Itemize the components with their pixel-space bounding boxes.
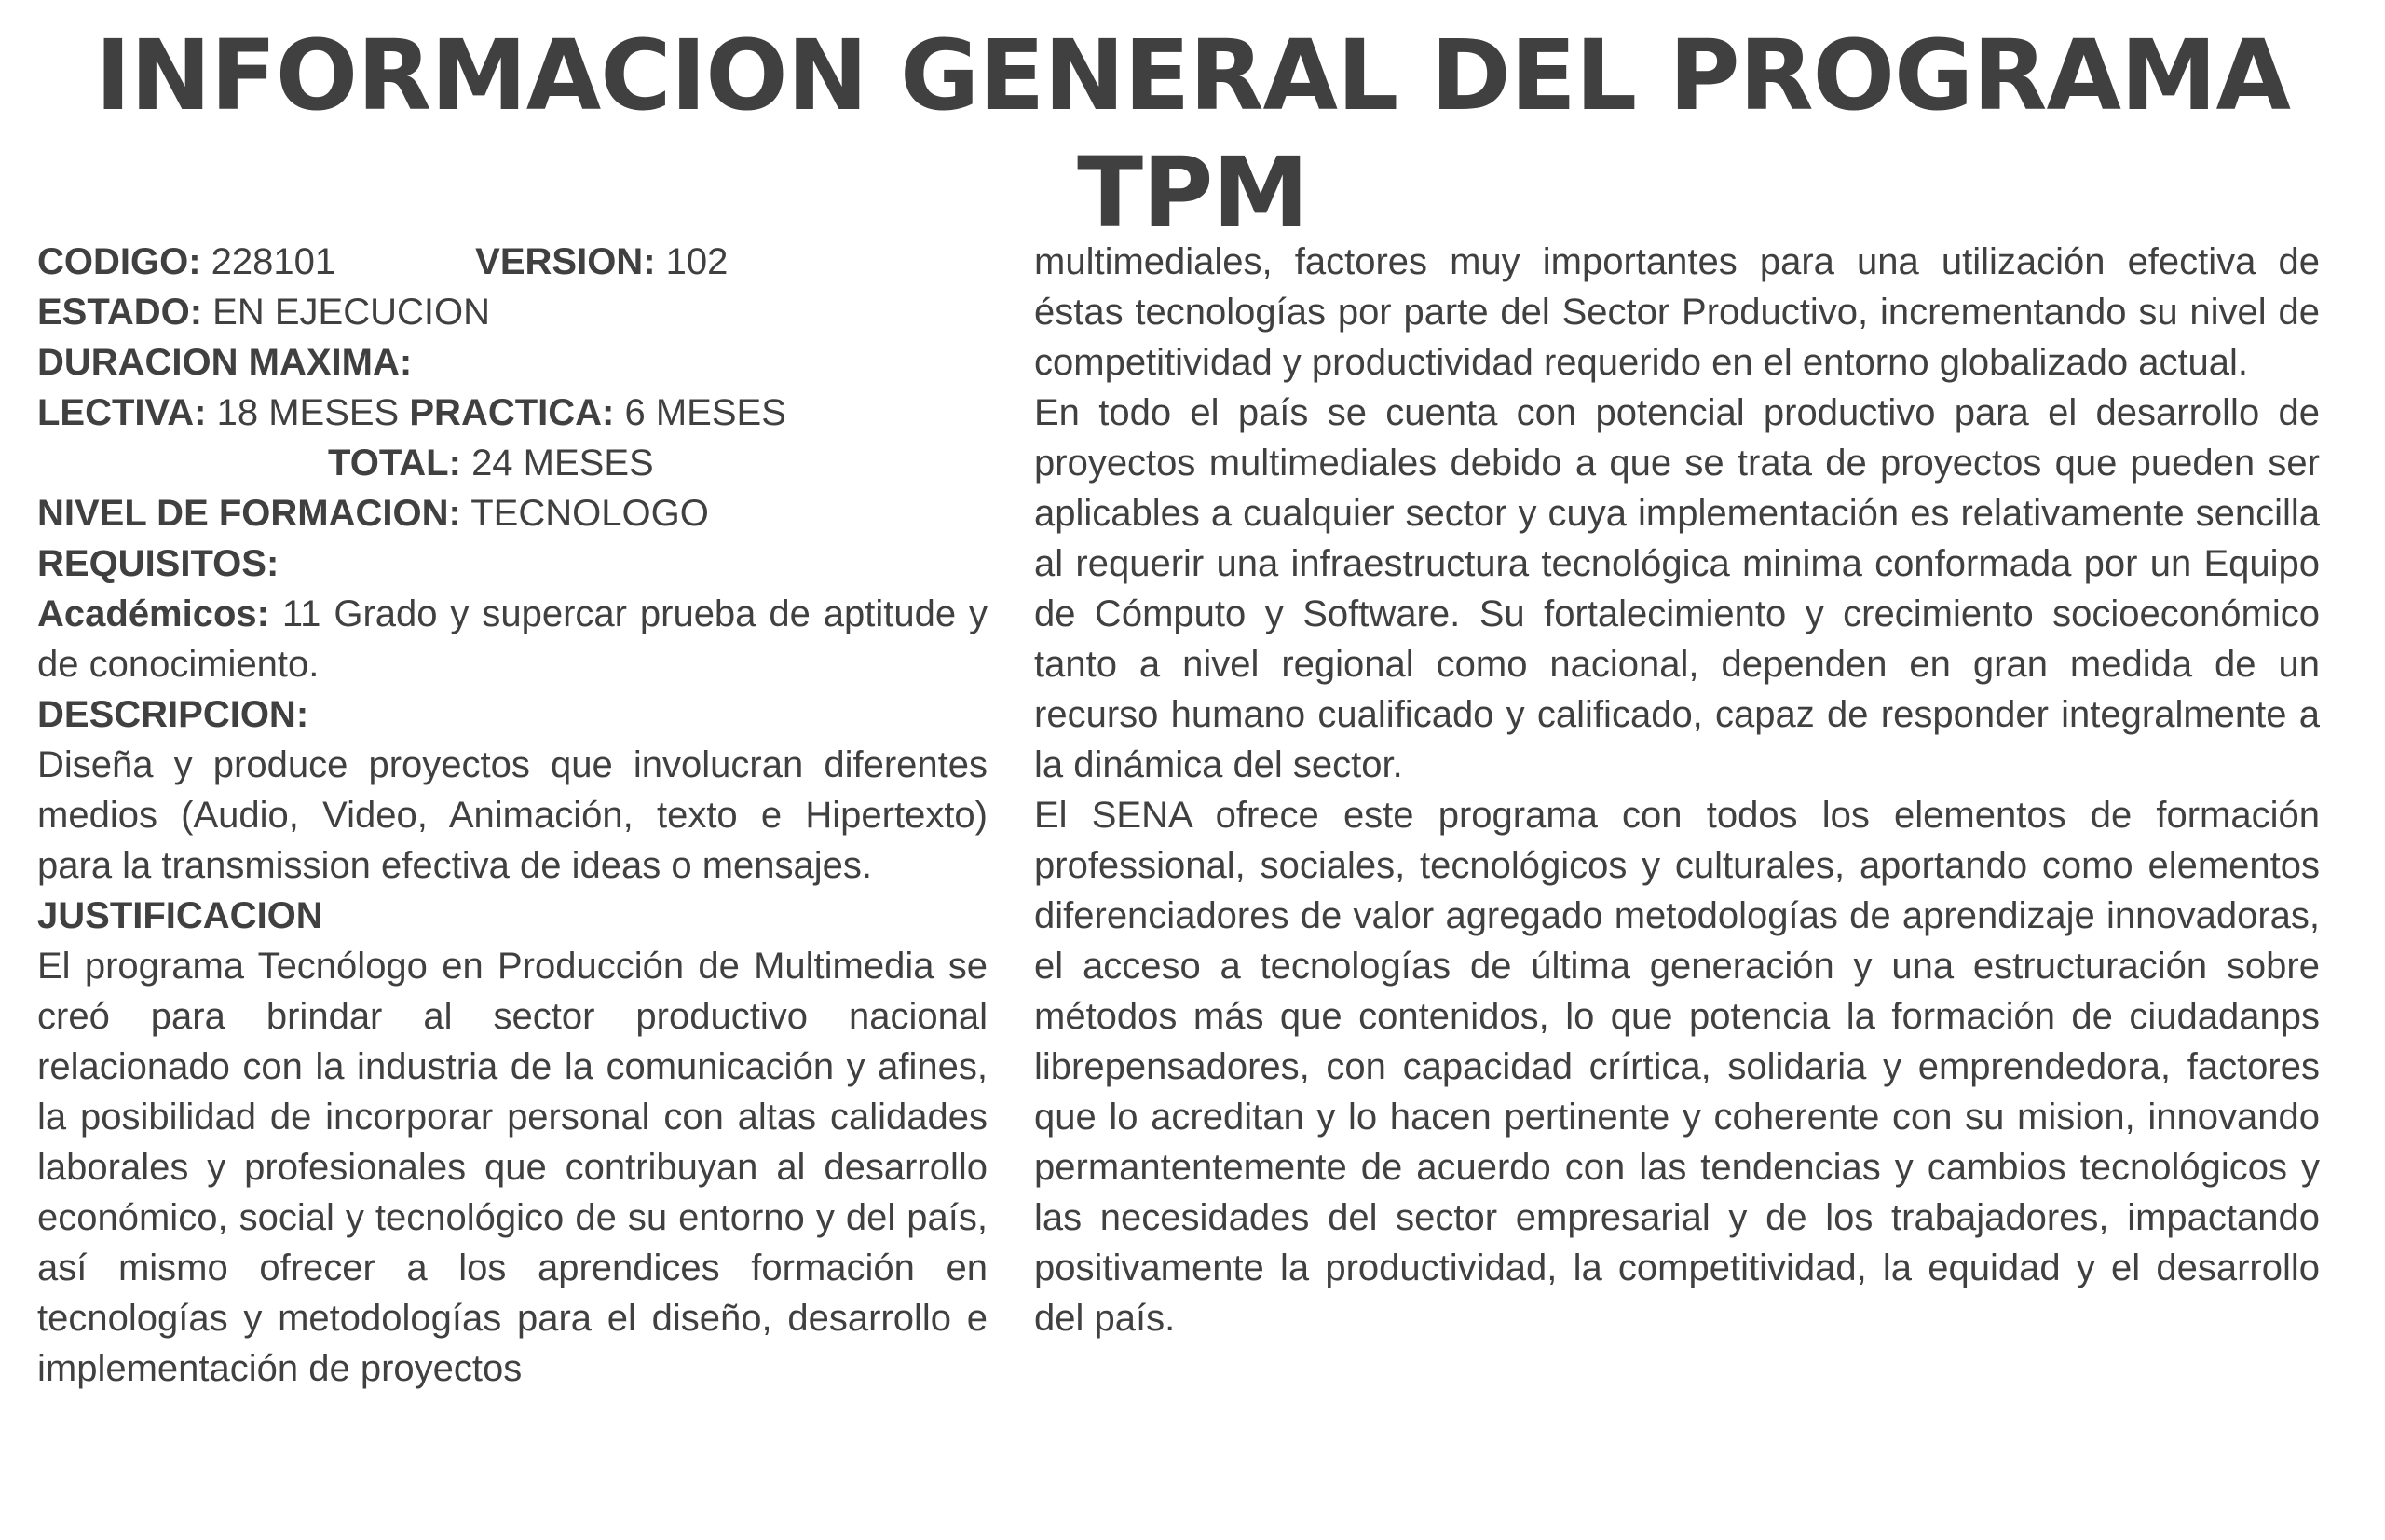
- total-value: 24 MESES: [471, 443, 654, 484]
- right-column: [1034, 237, 2320, 1343]
- descripcion-text: Diseña y produce proyectos que involucran diferentes medios (Audio, Video, Animación, texto e Hipertexto) para la transmission efectiva de ideas o mensajes.: [37, 744, 988, 886]
- page-title-line-2: TPM: [1077, 136, 1308, 250]
- descripcion-heading: DESCRIPCION:: [37, 694, 309, 735]
- duracion-heading: DURACION MAXIMA:: [37, 342, 413, 383]
- justificacion-paragraph-1: multimediales, factores muy importantes para una utilización efectiva de éstas tecnologías por parte del Sector Productivo, incrementando su nivel de competitividad y productividad requerido en el entorno globalizado actual.: [1034, 241, 2320, 383]
- academicos-paragraph: [37, 589, 988, 689]
- justificacion-paragraph-2: En todo el país se cuenta con potencial productivo para el desarrollo de proyectos multimediales debido a que se trata de proyectos que pueden ser aplicables a cualquier sector y cuya implementación es relativamente sencilla al requerir una infraestructura tecnológica minima conformada por un Equipo de Cómputo y Software. Su fortalecimiento y crecimiento socioeconómico tanto a nivel regional como nacional, dependen en gran medida de un recurso humano cualificado y calificado, capaz de responder integralmente a la dinámica del sector.: [1034, 392, 2320, 785]
- version-value: 102: [665, 241, 729, 282]
- academicos-label: Académicos:: [37, 593, 269, 634]
- justificacion-paragraph-3: El SENA ofrece este programa con todos los elementos de formación professional, sociales, tecnológicos y culturales, aportando como elementos diferenciadores de valor agregado metodologías de aprendizaje innovadoras, el acceso a tecnologías de última generación y una estructuración sobre métodos más que contenidos, lo que potencia la formación de ciudadanps librepensadores, con capacidad crírtica, solidaria y emprendedora, factores que lo acreditan y lo hacen pertinente y coherente con su mision, innovando permantentemente de acuerdo con las tendencias y cambios tecnológicos y las necesidades del sector empresarial y de los trabajadores, impactando positivamente la productividad, la competitividad, la equidad y el desarrollo del país.: [1034, 795, 2320, 1339]
- codigo-version-row: [37, 237, 988, 287]
- lectiva-label: LECTIVA:: [37, 392, 207, 433]
- practica-value: 6 MESES: [624, 392, 786, 433]
- requisitos-heading: REQUISITOS:: [37, 543, 279, 584]
- lectiva-value: 18 MESES: [216, 392, 400, 433]
- estado-label: ESTADO:: [37, 292, 203, 333]
- page-title: [75, 17, 2310, 252]
- nivel-value: TECNOLOGO: [470, 493, 709, 534]
- nivel-row: [37, 488, 988, 538]
- estado-value: EN EJECUCION: [212, 292, 490, 333]
- page-title-line-1: INFORMACION GENERAL DEL PROGRAMA: [95, 19, 2290, 132]
- version-label: VERSION:: [475, 241, 656, 282]
- estado-row: [37, 287, 988, 337]
- academicos-value: 11 Grado y supercar prueba de aptitude y de conocimiento.: [37, 593, 988, 685]
- total-row: [37, 438, 988, 488]
- lectiva-practica-row: [37, 388, 988, 438]
- codigo-label: CODIGO:: [37, 241, 201, 282]
- practica-label: PRACTICA:: [409, 392, 615, 433]
- left-column: [37, 237, 988, 1394]
- justificacion-heading: JUSTIFICACION: [37, 895, 323, 936]
- total-label: TOTAL:: [328, 443, 461, 484]
- justificacion-text-left: El programa Tecnólogo en Producción de Multimedia se creó para brindar al sector productivo nacional relacionado con la industria de la comunicación y afines, la posibilidad de incorporar personal con altas calidades laborales y profesionales que contribuyan al desarrollo económico, social y tecnológico de su entorno y del país, así mismo ofrecer a los aprendices formación en tecnologías y metodologías para el diseño, desarrollo e implementación de proyectos: [37, 946, 988, 1389]
- codigo-value: 228101: [211, 241, 336, 282]
- nivel-label: NIVEL DE FORMACION:: [37, 493, 461, 534]
